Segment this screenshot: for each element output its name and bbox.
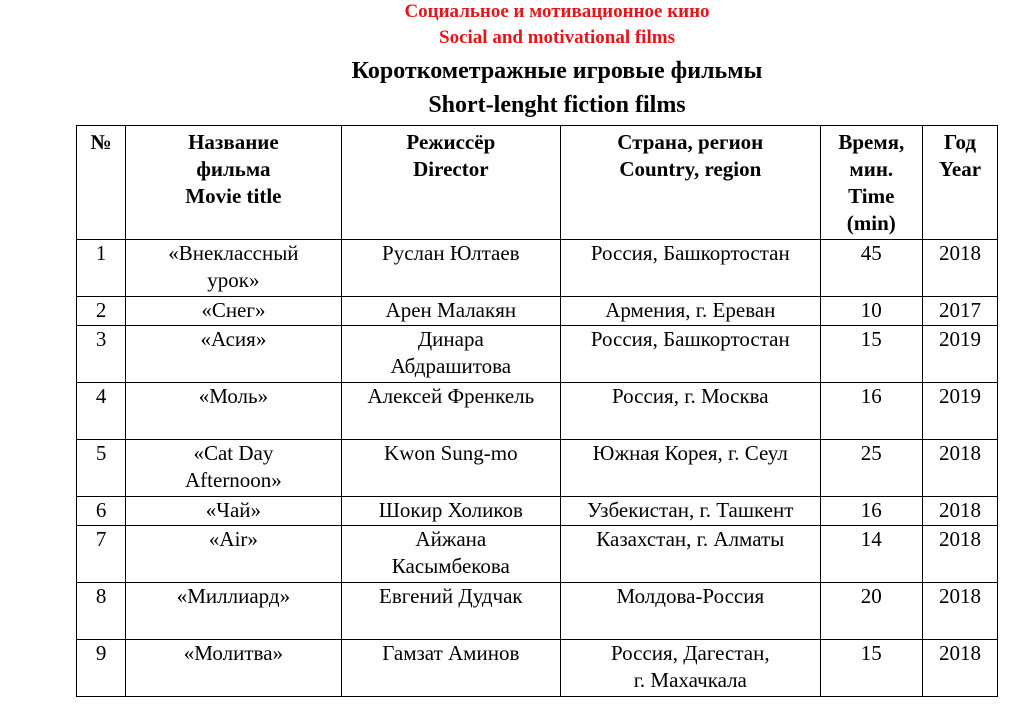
cell-director: [341, 240, 560, 297]
cell-line: Россия, Дагестан,: [610, 641, 770, 665]
cell-year: 2018: [923, 526, 998, 583]
cell-line: г. Махачкала: [633, 668, 747, 692]
header-line: (min): [846, 211, 896, 235]
cell-line: Арен Малакян: [385, 298, 517, 322]
cell-title: [126, 240, 341, 297]
table-row: [77, 240, 998, 297]
cell-director: [341, 383, 560, 440]
cell-num: 9: [77, 640, 126, 697]
cell-line: «Cat Day: [193, 441, 274, 465]
table-row: [77, 326, 998, 383]
cell-year: 2018: [923, 440, 998, 497]
cell-title: [126, 497, 341, 526]
cell-director: [341, 583, 560, 640]
cell-num: 5: [77, 440, 126, 497]
cell-line: «Снег»: [201, 298, 266, 322]
cell-time: 14: [820, 526, 923, 583]
header-country: [561, 126, 820, 240]
cell-director: [341, 526, 560, 583]
table-header-row: [77, 126, 998, 240]
header-line: Year: [939, 157, 982, 181]
table-row: [77, 640, 998, 697]
cell-title: [126, 583, 341, 640]
header-line: Страна, регион: [617, 130, 764, 154]
cell-line: Абдрашитова: [390, 354, 512, 378]
cell-year: 2017: [923, 297, 998, 326]
header-num: [77, 126, 126, 240]
cell-title: [126, 383, 341, 440]
category-title-ru: Короткометражные игровые фильмы: [351, 58, 763, 84]
cell-time: 16: [820, 497, 923, 526]
table-row: [77, 297, 998, 326]
header-title: [126, 126, 341, 240]
cell-year: 2018: [923, 240, 998, 297]
cell-line: Касымбекова: [391, 554, 510, 578]
cell-director: [341, 640, 560, 697]
header-director: [341, 126, 560, 240]
cell-time: 15: [820, 326, 923, 383]
cell-title: [126, 526, 341, 583]
cell-time: 16: [820, 383, 923, 440]
cell-line: «Внеклассный: [168, 241, 299, 265]
table-row: [77, 440, 998, 497]
header-line: Название: [188, 130, 279, 154]
section-title-en: Social and motivational films: [439, 27, 675, 48]
table-row: [77, 583, 998, 640]
cell-country: [561, 526, 820, 583]
cell-line: Армения, г. Ереван: [605, 298, 776, 322]
cell-year: 2019: [923, 383, 998, 440]
cell-line: Айжана: [415, 527, 487, 551]
header-line: фильма: [196, 157, 271, 181]
table-row: [77, 526, 998, 583]
cell-country: [561, 383, 820, 440]
cell-country: [561, 297, 820, 326]
cell-title: [126, 297, 341, 326]
cell-num: 2: [77, 297, 126, 326]
table-row: [77, 383, 998, 440]
cell-line: Молдова-Россия: [616, 584, 765, 608]
cell-line: «Асия»: [200, 327, 267, 351]
header-line: Movie title: [185, 184, 282, 208]
header-line: №: [90, 130, 112, 154]
films-table: [76, 125, 998, 697]
cell-time: 10: [820, 297, 923, 326]
cell-director: [341, 326, 560, 383]
cell-num: 6: [77, 497, 126, 526]
cell-country: [561, 583, 820, 640]
cell-line: Afternoon»: [185, 468, 282, 492]
cell-line: «Миллиард»: [176, 584, 291, 608]
cell-time: 15: [820, 640, 923, 697]
cell-director: [341, 297, 560, 326]
cell-director: [341, 497, 560, 526]
cell-line: Алексей Френкель: [367, 384, 535, 408]
cell-line: Шокир Холиков: [378, 498, 523, 522]
cell-line: Гамзат Аминов: [382, 641, 520, 665]
cell-title: [126, 640, 341, 697]
cell-year: 2018: [923, 640, 998, 697]
cell-year: 2018: [923, 497, 998, 526]
header-line: Время,: [838, 130, 905, 154]
section-title-ru: Социальное и мотивационное кино: [404, 1, 710, 22]
cell-num: 1: [77, 240, 126, 297]
header-line: Director: [413, 157, 489, 181]
cell-line: Россия, г. Москва: [611, 384, 769, 408]
cell-line: Россия, Башкортостан: [590, 241, 790, 265]
cell-num: 3: [77, 326, 126, 383]
cell-num: 7: [77, 526, 126, 583]
cell-line: Динара: [417, 327, 484, 351]
cell-time: 20: [820, 583, 923, 640]
cell-line: урок»: [207, 268, 260, 292]
cell-country: [561, 240, 820, 297]
cell-line: «Чай»: [205, 498, 262, 522]
header-year: [923, 126, 998, 240]
cell-line: «Air»: [208, 527, 258, 551]
cell-line: Казахстан, г. Алматы: [596, 527, 785, 551]
cell-country: [561, 497, 820, 526]
cell-year: 2019: [923, 326, 998, 383]
header-time: [820, 126, 923, 240]
cell-time: 45: [820, 240, 923, 297]
cell-country: [561, 640, 820, 697]
header-line: Country, region: [619, 157, 762, 181]
cell-line: Евгений Дудчак: [379, 584, 523, 608]
header-line: Режиссёр: [406, 130, 496, 154]
cell-country: [561, 326, 820, 383]
header-line: Time: [848, 184, 895, 208]
header-line: мин.: [849, 157, 894, 181]
cell-line: Южная Корея, г. Сеул: [592, 441, 788, 465]
cell-line: Kwon Sung-mo: [384, 441, 518, 465]
cell-line: «Моль»: [198, 384, 269, 408]
cell-num: 4: [77, 383, 126, 440]
cell-title: [126, 440, 341, 497]
cell-line: Узбекистан, г. Ташкент: [587, 498, 794, 522]
cell-num: 8: [77, 583, 126, 640]
category-title-en: Short-lenght fiction films: [428, 92, 686, 118]
cell-line: Руслан Юлтаев: [382, 241, 520, 265]
cell-line: Россия, Башкортостан: [590, 327, 790, 351]
cell-country: [561, 440, 820, 497]
table-row: [77, 497, 998, 526]
cell-director: [341, 440, 560, 497]
cell-title: [126, 326, 341, 383]
header-line: Год: [944, 130, 977, 154]
cell-line: «Молитва»: [183, 641, 284, 665]
cell-time: 25: [820, 440, 923, 497]
cell-year: 2018: [923, 583, 998, 640]
